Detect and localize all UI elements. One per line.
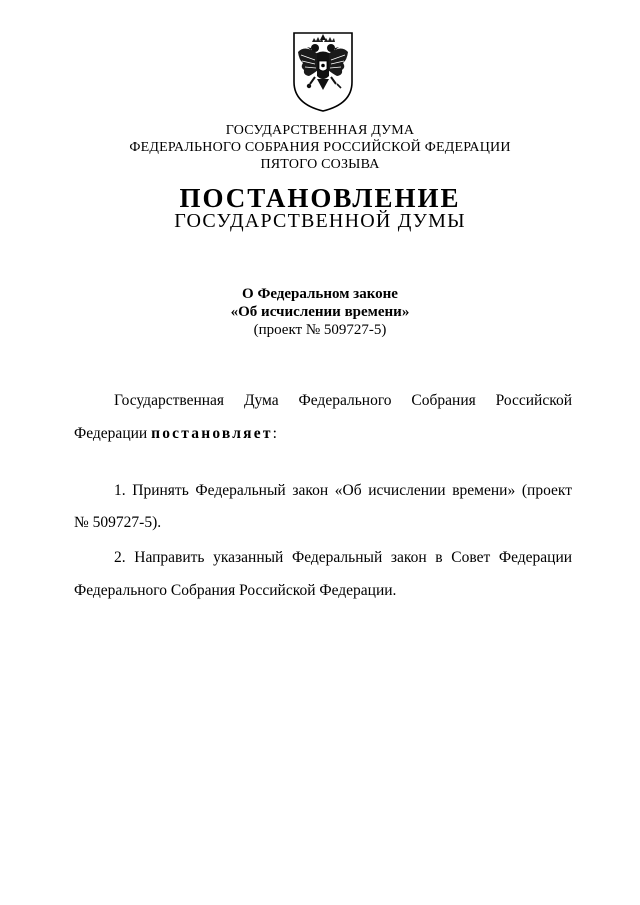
item-1-line-2: № 509727-5). bbox=[74, 514, 162, 531]
item-word: «Об bbox=[334, 482, 362, 499]
header-line-convocation: ПЯТОГО СОЗЫВА bbox=[260, 157, 380, 172]
item-word: в bbox=[435, 549, 443, 566]
header-line-state-duma: ГОСУДАРСТВЕННАЯ ДУМА bbox=[225, 123, 415, 138]
item-word: закон bbox=[292, 482, 329, 499]
item-word: Федеральный bbox=[195, 482, 286, 499]
preamble-word: Собрания bbox=[411, 392, 476, 409]
item-word: 2. bbox=[114, 549, 126, 566]
preamble-colon: : bbox=[272, 425, 277, 442]
item-word: (проект bbox=[521, 482, 572, 499]
preamble-word: Российской bbox=[495, 392, 573, 409]
header-line-federal-assembly: ФЕДЕРАЛЬНОГО СОБРАНИЯ РОССИЙСКОЙ ФЕДЕРАЦИИ bbox=[129, 140, 511, 155]
item-word: указанный bbox=[213, 549, 284, 566]
subject-line-federal-law: О Федеральном законе bbox=[242, 286, 398, 302]
item-word: Совет bbox=[451, 549, 491, 566]
preamble-word: Федерального bbox=[298, 392, 392, 409]
item-word: времени» bbox=[452, 482, 516, 499]
preamble-resolves: постановляет bbox=[151, 425, 273, 442]
russian-double-headed-eagle-icon bbox=[291, 30, 355, 114]
preamble-line-2 bbox=[74, 425, 572, 443]
item-word: Принять bbox=[132, 482, 189, 499]
item-word: 1. bbox=[114, 482, 126, 499]
item-2-line-1 bbox=[74, 549, 572, 567]
preamble-line-1 bbox=[74, 392, 572, 410]
document-title: ПОСТАНОВЛЕНИЕ bbox=[179, 183, 461, 213]
preamble-word: Дума bbox=[243, 392, 279, 409]
item-word: Федерации bbox=[498, 549, 573, 566]
subject-line-law-title: «Об исчислении времени» bbox=[230, 304, 410, 320]
item-word: Направить bbox=[134, 549, 205, 566]
document-subtitle: ГОСУДАРСТВЕННОЙ ДУМЫ bbox=[174, 210, 466, 232]
item-word: исчислении bbox=[368, 482, 446, 499]
item-word: Федеральный bbox=[291, 549, 383, 566]
preamble-word: Государственная bbox=[114, 392, 225, 409]
preamble-federation: Федерации bbox=[74, 425, 152, 442]
item-1-line-1 bbox=[74, 482, 572, 500]
item-word: закон bbox=[390, 549, 427, 566]
coat-of-arms-emblem bbox=[291, 30, 355, 114]
subject-line-project-number: (проект № 509727-5) bbox=[253, 322, 387, 338]
item-2-line-2: Федерального Собрания Российской Федерации. bbox=[74, 582, 397, 599]
